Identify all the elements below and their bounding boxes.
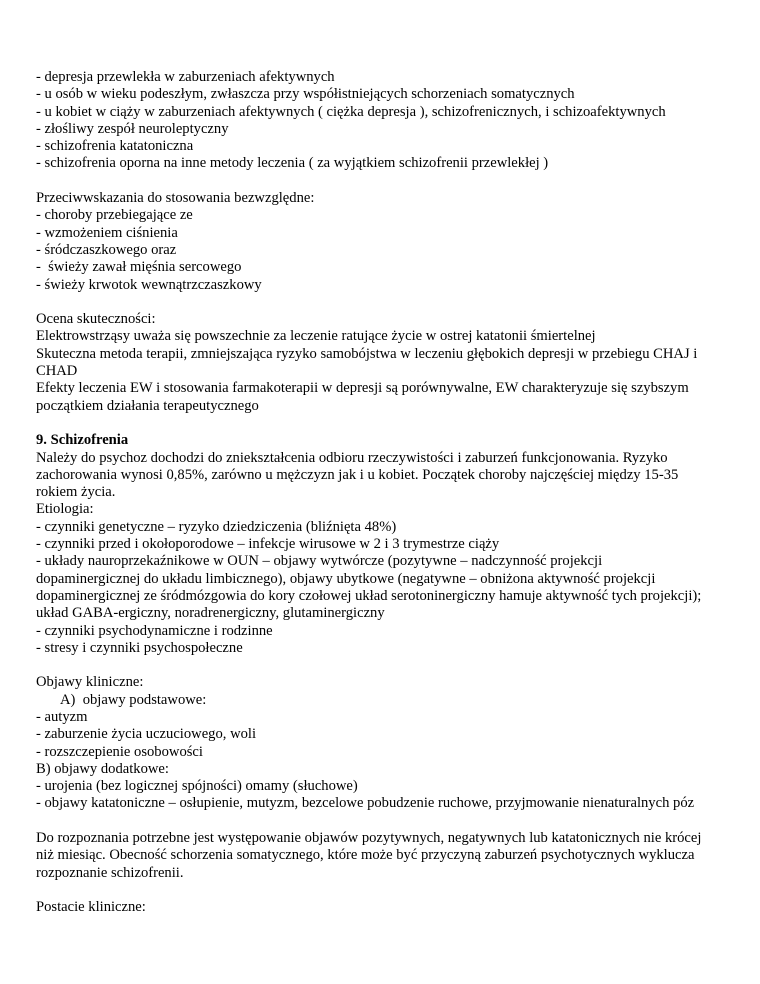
text-line: rokiem życia. (36, 484, 116, 501)
text-line: Należy do psychoz dochodzi do zniekształcenia odbioru rzeczywistości i zaburzeń funkcjonowania. Ryzyko (36, 449, 668, 466)
schizophrenia-section (36, 432, 726, 916)
list-item: - świeży zawał mięśnia sercowego (36, 259, 242, 276)
list-item: - czynniki psychodynamiczne i rodzinne (36, 622, 273, 639)
section-title: Ocena skuteczności: (36, 311, 156, 328)
list-item: - wzmożeniem ciśnienia (36, 224, 178, 241)
list-item: - stresy i czynniki psychospołeczne (36, 639, 243, 656)
text-line: Efekty leczenia EW i stosowania farmakoterapii w depresji są porównywalne, EW charakteryzuje się szybszym (36, 380, 689, 397)
list-item: - złośliwy zespół neuroleptyczny (36, 120, 229, 137)
forms-title: Postacie kliniczne: (36, 899, 146, 916)
indications-list (36, 69, 726, 173)
list-item: dopaminergicznej do układu limbicznego), objawy ubytkowe (negatywne – obniżona aktywność projekcji (36, 570, 656, 587)
effectiveness-section (36, 311, 726, 415)
list-item: - śródczaszkowego oraz (36, 241, 177, 258)
spacer (36, 882, 726, 899)
text-line: Do rozpoznania potrzebne jest występowanie objawów pozytywnych, negatywnych lub katatonicznych nie krócej (36, 830, 702, 847)
section-title: Przeciwwskazania do stosowania bezwzględne: (36, 190, 315, 207)
list-item: - schizofrenia katatoniczna (36, 138, 194, 155)
list-item: - świeży krwotok wewnątrzczaszkowy (36, 276, 262, 293)
list-item: - schizofrenia oporna na inne metody leczenia ( za wyjątkiem schizofrenii przewlekłej ) (36, 155, 549, 172)
text-line: początkiem działania terapeutycznego (36, 397, 259, 414)
list-item: - depresja przewlekła w zaburzeniach afektywnych (36, 69, 335, 85)
list-item: dopaminergicznej ze śródmózgowia do kory czołowej układ serotoninergiczny hamuje aktywność tych projekcji); (36, 587, 702, 604)
contraindications-section (36, 190, 726, 294)
list-item: - układy nauroprzekaźnikowe w OUN – objawy wytwórcze (pozytywne – nadczynność projekcji (36, 553, 603, 570)
section-heading: 9. Schizofrenia (36, 432, 129, 449)
list-item: - czynniki przed i okołoporodowe – infekcje wirusowe w 2 i 3 trymestrze ciąży (36, 536, 500, 553)
list-item: - urojenia (bez logicznej spójności) omamy (słuchowe) (36, 778, 358, 795)
additional-symptoms-title: B) objawy dodatkowe: (36, 760, 169, 777)
text-line: rozpoznanie schizofrenii. (36, 864, 184, 881)
etiology-title: Etiologia: (36, 501, 94, 518)
basic-symptoms-title: A) objawy podstawowe: (60, 691, 207, 708)
spacer (36, 657, 726, 674)
list-item: - objawy katatoniczne – osłupienie, mutyzm, bezcelowe pobudzenie ruchowe, przyjmowanie nienaturalnych póz (36, 795, 695, 812)
text-line: zachorowania wynosi 0,85%, zarówno u mężczyzn jak i u kobiet. Początek choroby najczęściej między 15-35 (36, 466, 679, 483)
list-item: - czynniki genetyczne – ryzyko dziedziczenia (bliźnięta 48%) (36, 518, 397, 535)
text-line: Skuteczna metoda terapii, zmniejszająca ryzyko samobójstwa w leczeniu głębokich depresji w przebiegu CHAJ i (36, 345, 698, 362)
list-item: - rozszczepienie osobowości (36, 743, 203, 760)
list-item: - choroby przebiegające ze (36, 207, 193, 224)
list-item: - autyzm (36, 708, 88, 725)
document-page (36, 69, 726, 917)
spacer (36, 813, 726, 830)
list-item: układ GABA-ergiczny, noradrenergiczny, glutaminergiczny (36, 605, 385, 622)
spacer (36, 173, 726, 190)
list-item: - u osób w wieku podeszłym, zwłaszcza przy współistniejących schorzeniach somatycznych (36, 86, 575, 103)
spacer (36, 294, 726, 311)
symptoms-title: Objawy kliniczne: (36, 674, 144, 691)
text-line: Elektrowstrząsy uważa się powszechnie za leczenie ratujące życie w ostrej katatonii śmiertelnej (36, 328, 596, 345)
list-item: - u kobiet w ciąży w zaburzeniach afektywnych ( ciężka depresja ), schizofrenicznych, i schizoafektywnych (36, 103, 666, 120)
spacer (36, 415, 726, 432)
text-line: CHAD (36, 363, 78, 380)
list-item: - zaburzenie życia uczuciowego, woli (36, 726, 257, 743)
text-line: niż miesiąc. Obecność schorzenia somatycznego, które może być przyczyną zaburzeń psychotycznych wyklucza (36, 847, 695, 864)
